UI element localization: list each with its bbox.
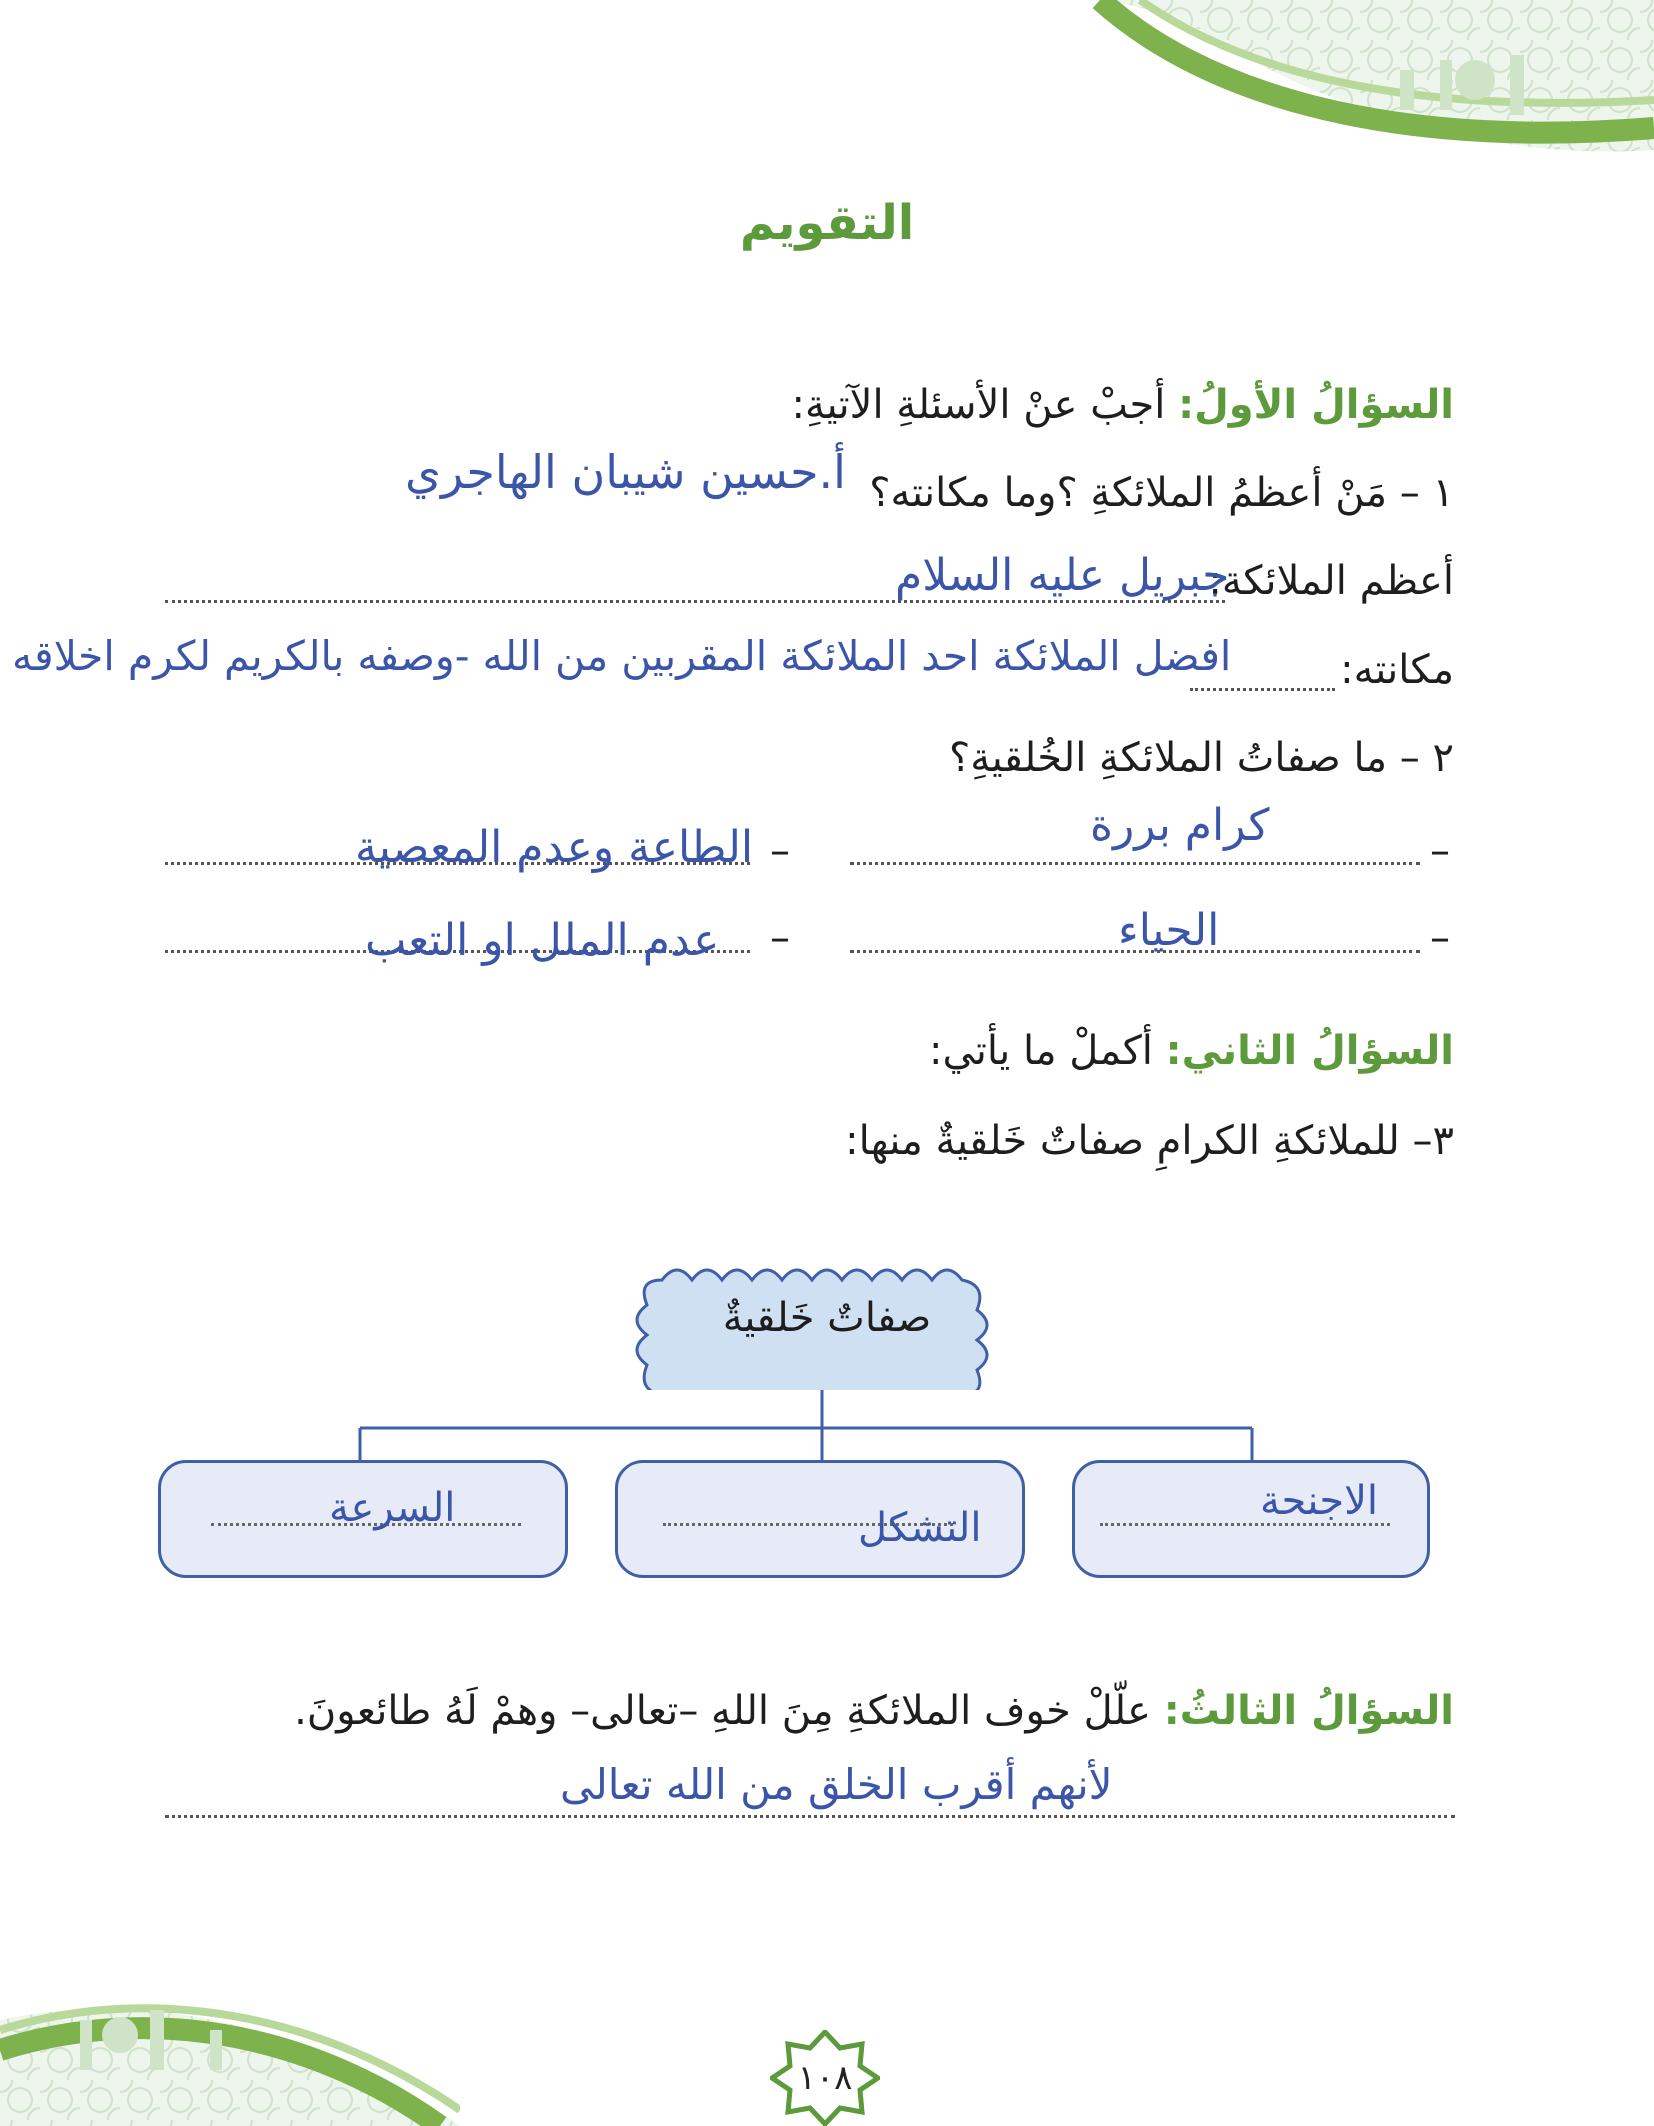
bottom-corner-decoration <box>0 1960 460 2126</box>
trait-box-3 <box>158 1460 568 1578</box>
question-3-text: علّلْ خوف الملائكةِ مِنَ اللهِ –تعالى– وهمْ لَهُ طائعونَ. <box>294 1688 1151 1734</box>
cloud-title: صفاتٌ خَلقيةٌ <box>722 1295 932 1341</box>
angel-status-answer: افضل الملائكة احد الملائكة المقربين من الله -وصفه بالكريم لكرم اخلاقه <box>12 632 1232 680</box>
question-2-item-3: ٣– للملائكةِ الكرامِ صفاتٌ خَلقيةٌ منها: <box>845 1118 1454 1164</box>
trait-dash-2: – <box>770 828 790 874</box>
trait-dash-3: – <box>1430 915 1450 961</box>
question-1-label: السؤالُ الأولُ: <box>1178 382 1454 428</box>
question-1-item-1: ١ – مَنْ أعظمُ الملائكةِ ؟وما مكانته؟ <box>869 470 1454 516</box>
trait-box-1-answer: الاجنحة <box>1260 1478 1378 1524</box>
question-3-answer: لأنهم أقرب الخلق من الله تعالى <box>560 1760 1113 1809</box>
trait-answer-3: الحياء <box>1118 905 1220 956</box>
question-1-item-2: ٢ – ما صفاتُ الملائكةِ الخُلقيةِ؟ <box>948 735 1454 781</box>
angel-status-answer-line[interactable] <box>1190 688 1335 691</box>
trait-box-2-answer: التشكل <box>858 1505 982 1551</box>
question-2-label: السؤالُ الثاني: <box>1165 1028 1454 1074</box>
trait-box-3-answer: السرعة <box>329 1485 456 1531</box>
top-corner-decoration <box>1080 0 1654 160</box>
question-3-header <box>294 1688 1454 1734</box>
question-2-header <box>929 1028 1454 1074</box>
trait-box-1 <box>1072 1460 1430 1578</box>
page-title: التقويم <box>739 195 915 251</box>
greatest-angel-answer: جبريل عليه السلام <box>895 550 1230 601</box>
question-2-text: أكملْ ما يأتي: <box>928 1028 1153 1074</box>
question-3-answer-line[interactable] <box>165 1815 1455 1818</box>
trait-dash-4: – <box>770 915 790 961</box>
trait-dash-1: – <box>1430 828 1450 874</box>
question-1-header <box>792 382 1454 428</box>
angel-status-label: مكانته: <box>1340 647 1454 693</box>
greatest-angel-label: أعظم الملائكة: <box>1208 558 1454 604</box>
trait-answer-1: كرام بررة <box>1090 800 1270 851</box>
teacher-name: أ.حسين شيبان الهاجري <box>405 445 846 499</box>
trait-box-2 <box>615 1460 1025 1578</box>
trait-line-1[interactable] <box>850 862 1420 865</box>
trait-answer-2: الطاعة وعدم المعصية <box>355 822 754 873</box>
page-number: ١٠٨ <box>797 2058 853 2098</box>
question-1-text: أجبْ عنْ الأسئلةِ الآتيةِ: <box>791 382 1166 428</box>
question-3-label: السؤالُ الثالثُ: <box>1163 1688 1454 1734</box>
trait-answer-4: عدم الملل او التعب <box>365 915 720 966</box>
